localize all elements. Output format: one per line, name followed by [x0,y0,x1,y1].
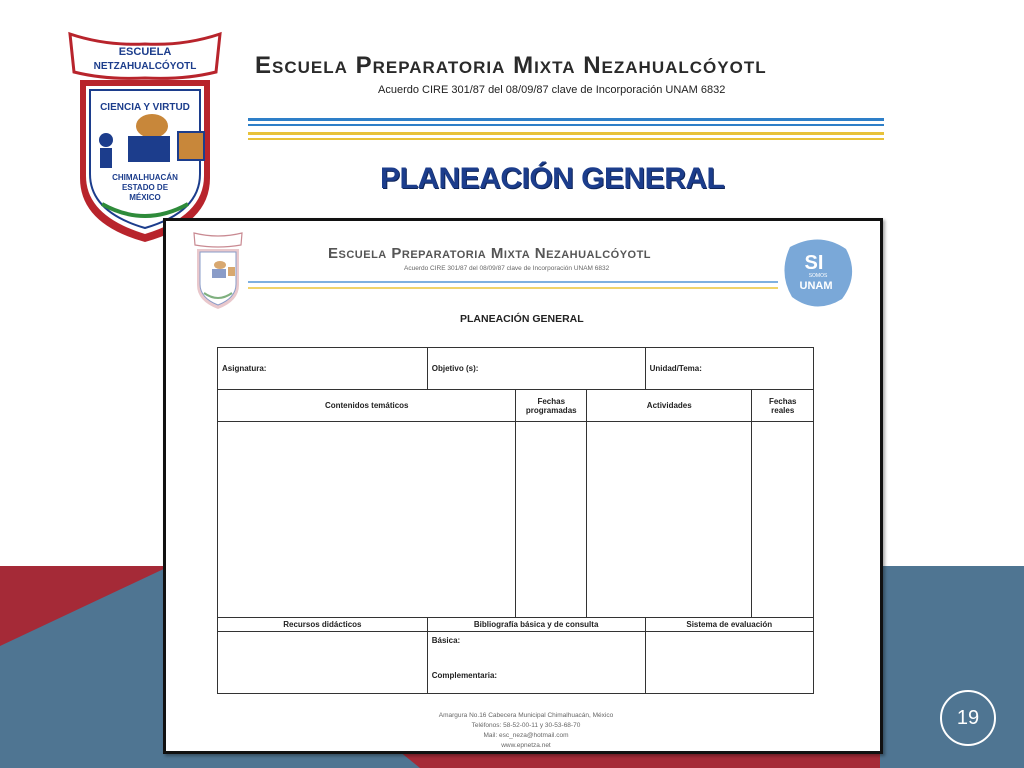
school-name-heading: Escuela Preparatoria Mixta Nezahualcóyotl [255,52,767,79]
actividades-cell [587,422,752,618]
header-stripe-blue [248,118,884,121]
document-stripe-yellow [248,287,778,289]
crest-motto: CIENCIA Y VIRTUD [100,102,190,113]
header-stripe-yellow [248,132,884,135]
bibliografia-cell [427,632,645,694]
document-heading: PLANEACIÓN GENERAL [460,313,584,325]
footer-website: www.epnetza.net [501,742,551,749]
contenidos-header: Contenidos temáticos [218,390,516,422]
crest-location-line2: ESTADO DE [121,183,169,192]
crest-banner-line2: NETZAHUALCÓYOTL [93,61,197,72]
fechas-programadas-header: Fechas programadas [516,390,587,422]
si-logo-unam: UNAM [799,280,833,292]
si-somos-unam-logo [780,235,856,311]
header-stripe-blue-2 [248,124,884,126]
document-agreement-text: Acuerdo CIRE 301/87 del 08/09/87 clave de Incorporación UNAM 6832 [404,265,610,272]
sistema-evaluacion-cell [645,632,813,694]
crest-location-line3: MÉXICO [129,193,161,202]
fechas-reales-header: Fechas reales [752,390,814,422]
asignatura-label: Asignatura: [218,348,428,390]
page-number-badge: 19 [940,690,996,746]
slide-title: PLANEACIÓN GENERAL [380,162,725,195]
school-agreement-text: Acuerdo CIRE 301/87 del 08/09/87 clave de Incorporación UNAM 6832 [378,84,726,96]
recursos-header: Recursos didácticos [218,618,428,632]
footer-phones: Teléfonos: 58-52-00-11 y 30-53-68-70 [471,722,581,729]
footer-mail: Mail: esc_neza@hotmail.com [483,732,569,739]
table-row-content-area [218,422,814,618]
objetivo-label: Objetivo (s): [427,348,645,390]
fechas-programadas-cell [516,422,587,618]
si-logo-somos: SOMOS [808,273,828,279]
document-footer [396,711,656,751]
header-stripe-yellow-2 [248,138,884,140]
document-crest-logo [192,231,244,311]
table-row-bottom-content [218,632,814,694]
table-row-column-headers [218,390,814,422]
complementaria-label: Complementaria: [431,671,498,680]
bibliografia-header: Bibliografía básica y de consulta [427,618,645,632]
contenidos-cell [218,422,516,618]
si-logo-si: SI [804,252,824,274]
crest-banner-line1: ESCUELA [118,46,172,58]
actividades-header: Actividades [587,390,752,422]
table-row-bottom-headers [218,618,814,632]
basica-label: Básica: [431,636,461,645]
planning-table [217,347,814,694]
table-row-header-info [218,348,814,390]
recursos-cell [218,632,428,694]
sistema-evaluacion-header: Sistema de evaluación [645,618,813,632]
school-crest-logo [66,28,224,246]
planning-document [163,218,883,754]
crest-location-line1: CHIMALHUACÁN [112,173,178,182]
unidad-tema-label: Unidad/Tema: [645,348,813,390]
footer-address: Amargura No.16 Cabecera Municipal Chimalhuacán, México [438,712,614,719]
document-stripe-blue [248,281,778,283]
document-school-name: Escuela Preparatoria Mixta Nezahualcóyotl [328,245,652,262]
fechas-reales-cell [752,422,814,618]
